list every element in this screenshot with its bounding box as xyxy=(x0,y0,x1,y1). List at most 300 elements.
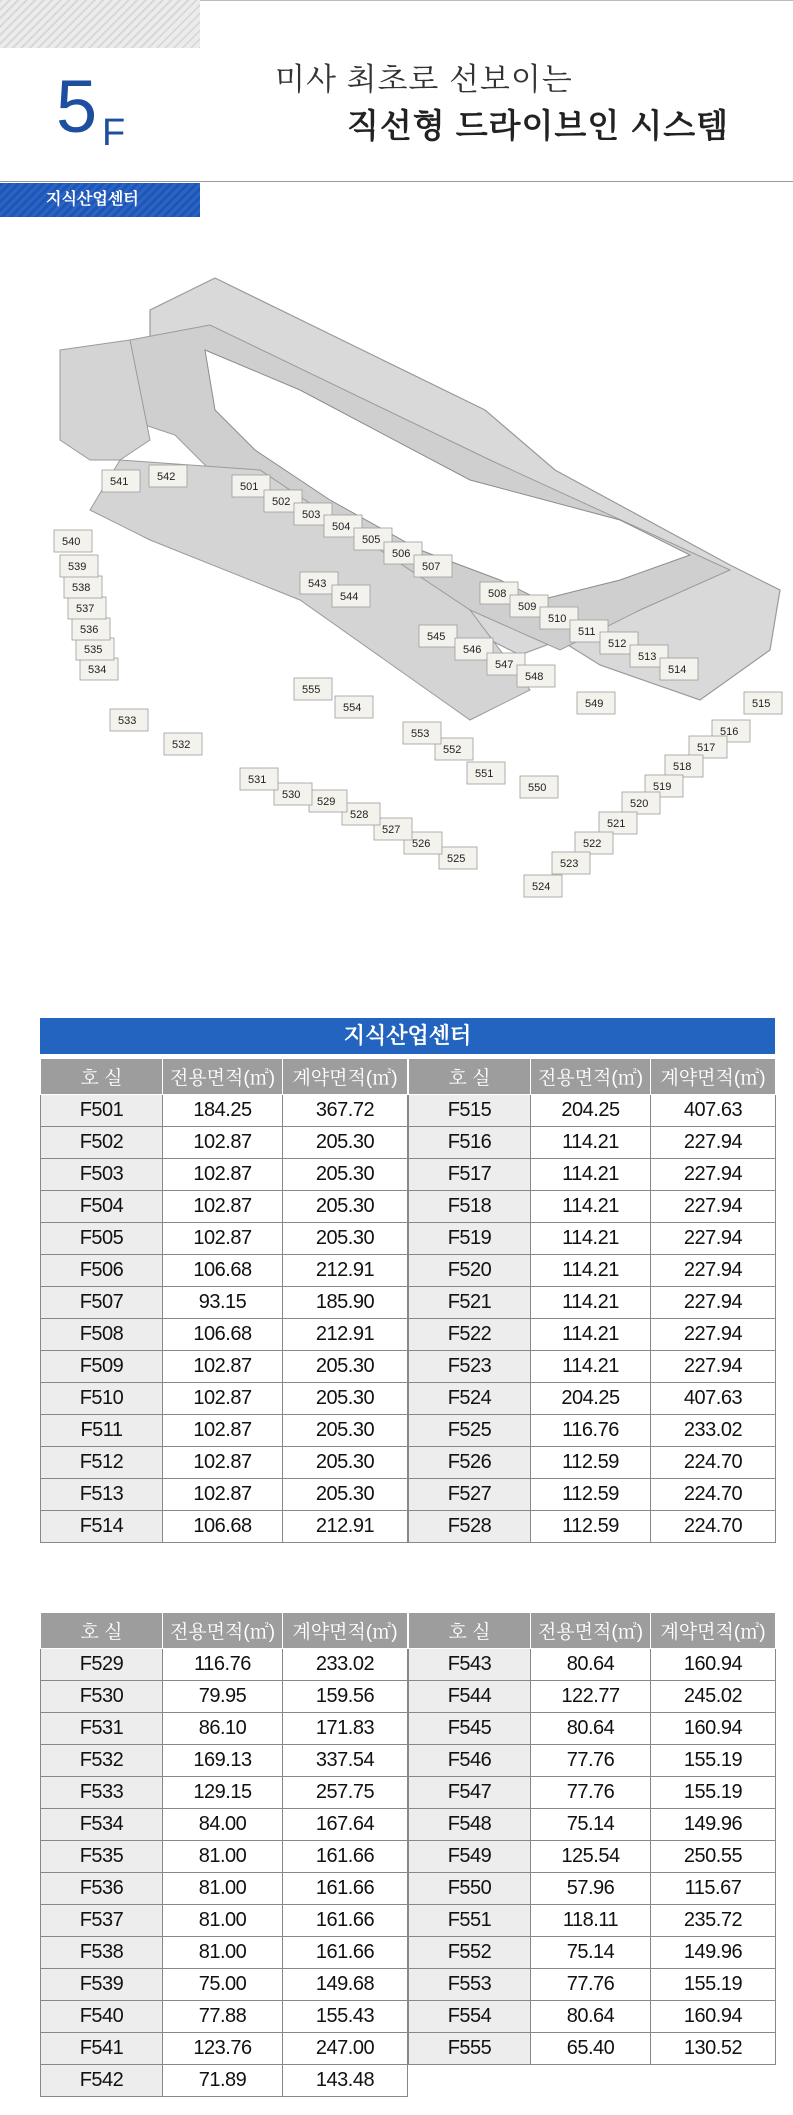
contract-area-cell: 212.91 xyxy=(283,1511,408,1543)
room-label: 515 xyxy=(752,698,771,710)
exclusive-area-cell: 114.21 xyxy=(531,1351,651,1383)
room-id-cell: F552 xyxy=(409,1937,531,1969)
table-row xyxy=(409,1255,776,1287)
exclusive-area-cell: 102.87 xyxy=(163,1223,283,1255)
room-label: 546 xyxy=(463,644,482,656)
exclusive-area-cell: 129.15 xyxy=(163,1777,283,1809)
headline-line2: 직선형 드라이브인 시스템 xyxy=(347,107,729,144)
col-header-room: 호 실 xyxy=(41,1613,163,1649)
room-label: 521 xyxy=(607,818,626,830)
table-row xyxy=(41,2001,408,2033)
room-label: 522 xyxy=(583,838,602,850)
exclusive-area-cell: 116.76 xyxy=(163,1649,283,1681)
contract-area-cell: 171.83 xyxy=(283,1713,408,1745)
room-id-cell: F527 xyxy=(409,1479,531,1511)
room-label: 503 xyxy=(302,509,321,521)
table-row xyxy=(409,1937,776,1969)
col-header-exclusive-area: 전용면적(㎡) xyxy=(163,1613,283,1649)
room-label: 514 xyxy=(668,664,687,676)
col-header-room: 호 실 xyxy=(41,1059,163,1095)
room-id-cell: F538 xyxy=(41,1937,163,1969)
table-row xyxy=(409,2001,776,2033)
room-id-cell: F521 xyxy=(409,1287,531,1319)
room-label: 553 xyxy=(411,728,430,740)
table-row xyxy=(41,1255,408,1287)
contract-area-cell: 205.30 xyxy=(283,1447,408,1479)
exclusive-area-cell: 81.00 xyxy=(163,1937,283,1969)
contract-area-cell: 155.19 xyxy=(651,1969,776,2001)
table-row xyxy=(409,1159,776,1191)
exclusive-area-cell: 102.87 xyxy=(163,1191,283,1223)
contract-area-cell: 233.02 xyxy=(651,1415,776,1447)
room-label: 536 xyxy=(80,624,99,636)
room-label: 538 xyxy=(72,582,91,594)
contract-area-cell: 115.67 xyxy=(651,1873,776,1905)
room-label: 540 xyxy=(62,536,81,548)
table-row xyxy=(409,1223,776,1255)
contract-area-cell: 227.94 xyxy=(651,1319,776,1351)
room-id-cell: F501 xyxy=(41,1095,163,1127)
exclusive-area-cell: 102.87 xyxy=(163,1415,283,1447)
room-label: 523 xyxy=(560,858,579,870)
room-label: 518 xyxy=(673,761,692,773)
exclusive-area-cell: 112.59 xyxy=(531,1447,651,1479)
room-label: 502 xyxy=(272,496,291,508)
table-row xyxy=(41,1223,408,1255)
table-row xyxy=(41,1447,408,1479)
table-row xyxy=(41,1937,408,1969)
exclusive-area-cell: 114.21 xyxy=(531,1127,651,1159)
room-label: 539 xyxy=(68,561,87,573)
table-row xyxy=(41,1745,408,1777)
table-row xyxy=(409,2033,776,2065)
contract-area-cell: 407.63 xyxy=(651,1383,776,1415)
contract-area-cell: 227.94 xyxy=(651,1159,776,1191)
room-id-cell: F551 xyxy=(409,1905,531,1937)
table-row xyxy=(41,1287,408,1319)
room-id-cell: F540 xyxy=(41,2001,163,2033)
contract-area-cell: 227.94 xyxy=(651,1127,776,1159)
room-id-cell: F514 xyxy=(41,1511,163,1543)
exclusive-area-cell: 80.64 xyxy=(531,2001,651,2033)
room-id-cell: F528 xyxy=(409,1511,531,1543)
room-id-cell: F523 xyxy=(409,1351,531,1383)
room-id-cell: F544 xyxy=(409,1681,531,1713)
contract-area-cell: 367.72 xyxy=(283,1095,408,1127)
table-row xyxy=(409,1511,776,1543)
table-row xyxy=(409,1777,776,1809)
contract-area-cell: 257.75 xyxy=(283,1777,408,1809)
exclusive-area-cell: 123.76 xyxy=(163,2033,283,2065)
table-row xyxy=(41,1905,408,1937)
table-row xyxy=(409,1873,776,1905)
exclusive-area-cell: 125.54 xyxy=(531,1841,651,1873)
exclusive-area-cell: 112.59 xyxy=(531,1479,651,1511)
room-label: 554 xyxy=(343,702,362,714)
room-id-cell: F511 xyxy=(41,1415,163,1447)
room-id-cell: F508 xyxy=(41,1319,163,1351)
room-id-cell: F530 xyxy=(41,1681,163,1713)
contract-area-cell: 155.43 xyxy=(283,2001,408,2033)
table-row xyxy=(409,1447,776,1479)
room-label: 542 xyxy=(157,471,176,483)
contract-area-cell: 212.91 xyxy=(283,1319,408,1351)
room-label: 520 xyxy=(630,798,649,810)
contract-area-cell: 130.52 xyxy=(651,2033,776,2065)
room-label: 504 xyxy=(332,521,351,533)
room-id-cell: F510 xyxy=(41,1383,163,1415)
room-id-cell: F553 xyxy=(409,1969,531,2001)
contract-area-cell: 224.70 xyxy=(651,1511,776,1543)
room-label: 534 xyxy=(88,664,107,676)
table-row xyxy=(41,1511,408,1543)
contract-area-cell: 149.96 xyxy=(651,1809,776,1841)
table-row xyxy=(409,1745,776,1777)
exclusive-area-cell: 102.87 xyxy=(163,1447,283,1479)
contract-area-cell: 167.64 xyxy=(283,1809,408,1841)
table-row xyxy=(41,1095,408,1127)
col-header-room: 호 실 xyxy=(409,1059,531,1095)
table-row xyxy=(409,1191,776,1223)
exclusive-area-cell: 81.00 xyxy=(163,1905,283,1937)
exclusive-area-cell: 106.68 xyxy=(163,1319,283,1351)
table-row xyxy=(409,1841,776,1873)
exclusive-area-cell: 77.76 xyxy=(531,1777,651,1809)
table-title: 지식산업센터 xyxy=(40,1018,775,1054)
headline-line1: 미사 최초로 선보이는 xyxy=(275,62,573,97)
room-id-cell: F516 xyxy=(409,1127,531,1159)
contract-area-cell: 185.90 xyxy=(283,1287,408,1319)
exclusive-area-cell: 184.25 xyxy=(163,1095,283,1127)
room-label: 533 xyxy=(118,715,137,727)
table-row xyxy=(409,1713,776,1745)
room-id-cell: F518 xyxy=(409,1191,531,1223)
room-label: 550 xyxy=(528,782,547,794)
exclusive-area-cell: 122.77 xyxy=(531,1681,651,1713)
room-id-cell: F539 xyxy=(41,1969,163,2001)
floor-number: 5 xyxy=(56,65,96,148)
exclusive-area-cell: 114.21 xyxy=(531,1287,651,1319)
empty-cell xyxy=(531,2065,651,2097)
col-header-exclusive-area: 전용면적(㎡) xyxy=(163,1059,283,1095)
table-row xyxy=(41,1873,408,1905)
exclusive-area-cell: 112.59 xyxy=(531,1511,651,1543)
area-table-1-left xyxy=(40,1058,408,1543)
room-id-cell: F513 xyxy=(41,1479,163,1511)
room-label: 516 xyxy=(720,726,739,738)
contract-area-cell: 155.19 xyxy=(651,1745,776,1777)
room-id-cell: F531 xyxy=(41,1713,163,1745)
table-row xyxy=(41,1415,408,1447)
area-table-1-right xyxy=(408,1058,776,1543)
contract-area-cell: 224.70 xyxy=(651,1447,776,1479)
room-label: 512 xyxy=(608,638,627,650)
room-label: 531 xyxy=(248,774,267,786)
exclusive-area-cell: 102.87 xyxy=(163,1127,283,1159)
exclusive-area-cell: 80.64 xyxy=(531,1649,651,1681)
room-id-cell: F520 xyxy=(409,1255,531,1287)
exclusive-area-cell: 114.21 xyxy=(531,1223,651,1255)
table-row xyxy=(41,1649,408,1681)
exclusive-area-cell: 84.00 xyxy=(163,1809,283,1841)
room-id-cell: F517 xyxy=(409,1159,531,1191)
table-row xyxy=(409,1649,776,1681)
room-label: 541 xyxy=(110,476,129,488)
room-label: 547 xyxy=(495,659,514,671)
exclusive-area-cell: 57.96 xyxy=(531,1873,651,1905)
table-row xyxy=(41,1383,408,1415)
room-id-cell: F529 xyxy=(41,1649,163,1681)
contract-area-cell: 227.94 xyxy=(651,1255,776,1287)
room-label: 513 xyxy=(638,651,657,663)
exclusive-area-cell: 114.21 xyxy=(531,1255,651,1287)
room-id-cell: F507 xyxy=(41,1287,163,1319)
room-label: 526 xyxy=(412,838,431,850)
room-id-cell: F535 xyxy=(41,1841,163,1873)
room-label: 501 xyxy=(240,481,259,493)
contract-area-cell: 245.02 xyxy=(651,1681,776,1713)
table-row xyxy=(41,1809,408,1841)
area-table-2-left xyxy=(40,1612,408,2097)
contract-area-cell: 233.02 xyxy=(283,1649,408,1681)
room-id-cell: F509 xyxy=(41,1351,163,1383)
room-label: 543 xyxy=(308,578,327,590)
room-id-cell: F525 xyxy=(409,1415,531,1447)
table-row xyxy=(409,1383,776,1415)
room-label: 555 xyxy=(302,684,321,696)
room-label: 544 xyxy=(340,591,359,603)
contract-area-cell: 160.94 xyxy=(651,2001,776,2033)
contract-area-cell: 235.72 xyxy=(651,1905,776,1937)
table-row xyxy=(41,1159,408,1191)
table-row xyxy=(409,1095,776,1127)
exclusive-area-cell: 80.64 xyxy=(531,1713,651,1745)
exclusive-area-cell: 77.76 xyxy=(531,1969,651,2001)
table-row xyxy=(409,2065,776,2097)
contract-area-cell: 143.48 xyxy=(283,2065,408,2097)
room-id-cell: F536 xyxy=(41,1873,163,1905)
room-id-cell: F504 xyxy=(41,1191,163,1223)
contract-area-cell: 205.30 xyxy=(283,1383,408,1415)
contract-area-cell: 205.30 xyxy=(283,1159,408,1191)
contract-area-cell: 155.19 xyxy=(651,1777,776,1809)
empty-cell xyxy=(409,2065,531,2097)
contract-area-cell: 205.30 xyxy=(283,1127,408,1159)
room-label: 535 xyxy=(84,644,103,656)
room-id-cell: F548 xyxy=(409,1809,531,1841)
exclusive-area-cell: 77.76 xyxy=(531,1745,651,1777)
contract-area-cell: 205.30 xyxy=(283,1479,408,1511)
floor-plan-drawing xyxy=(0,270,793,940)
room-label: 519 xyxy=(653,781,672,793)
exclusive-area-cell: 86.10 xyxy=(163,1713,283,1745)
table-row xyxy=(41,1969,408,2001)
room-id-cell: F502 xyxy=(41,1127,163,1159)
room-id-cell: F545 xyxy=(409,1713,531,1745)
room-label: 525 xyxy=(447,853,466,865)
room-id-cell: F503 xyxy=(41,1159,163,1191)
contract-area-cell: 407.63 xyxy=(651,1095,776,1127)
table-row xyxy=(41,1777,408,1809)
exclusive-area-cell: 65.40 xyxy=(531,2033,651,2065)
room-id-cell: F549 xyxy=(409,1841,531,1873)
room-id-cell: F524 xyxy=(409,1383,531,1415)
empty-cell xyxy=(651,2065,776,2097)
exclusive-area-cell: 114.21 xyxy=(531,1319,651,1351)
header-divider xyxy=(0,181,793,182)
contract-area-cell: 227.94 xyxy=(651,1351,776,1383)
contract-area-cell: 227.94 xyxy=(651,1223,776,1255)
room-id-cell: F550 xyxy=(409,1873,531,1905)
table-row xyxy=(41,1127,408,1159)
table-row xyxy=(41,1351,408,1383)
table-row xyxy=(41,2065,408,2097)
exclusive-area-cell: 204.25 xyxy=(531,1383,651,1415)
contract-area-cell: 224.70 xyxy=(651,1479,776,1511)
contract-area-cell: 160.94 xyxy=(651,1649,776,1681)
room-label: 507 xyxy=(422,561,441,573)
room-label: 532 xyxy=(172,739,191,751)
exclusive-area-cell: 93.15 xyxy=(163,1287,283,1319)
room-label: 537 xyxy=(76,603,95,615)
table-row xyxy=(409,1681,776,1713)
section-tag: 지식산업센터 xyxy=(0,183,200,217)
contract-area-cell: 149.96 xyxy=(651,1937,776,1969)
contract-area-cell: 205.30 xyxy=(283,1191,408,1223)
exclusive-area-cell: 169.13 xyxy=(163,1745,283,1777)
col-header-exclusive-area: 전용면적(㎡) xyxy=(531,1059,651,1095)
exclusive-area-cell: 106.68 xyxy=(163,1511,283,1543)
exclusive-area-cell: 116.76 xyxy=(531,1415,651,1447)
room-label: 548 xyxy=(525,671,544,683)
room-label: 549 xyxy=(585,698,604,710)
contract-area-cell: 160.94 xyxy=(651,1713,776,1745)
table-row xyxy=(41,2033,408,2065)
room-label: 508 xyxy=(488,588,507,600)
contract-area-cell: 205.30 xyxy=(283,1351,408,1383)
exclusive-area-cell: 75.00 xyxy=(163,1969,283,2001)
exclusive-area-cell: 204.25 xyxy=(531,1095,651,1127)
room-id-cell: F537 xyxy=(41,1905,163,1937)
exclusive-area-cell: 102.87 xyxy=(163,1159,283,1191)
contract-area-cell: 205.30 xyxy=(283,1415,408,1447)
table-row xyxy=(409,1905,776,1937)
exclusive-area-cell: 102.87 xyxy=(163,1351,283,1383)
room-id-cell: F526 xyxy=(409,1447,531,1479)
table-row xyxy=(409,1479,776,1511)
contract-area-cell: 247.00 xyxy=(283,2033,408,2065)
col-header-exclusive-area: 전용면적(㎡) xyxy=(531,1613,651,1649)
exclusive-area-cell: 81.00 xyxy=(163,1873,283,1905)
contract-area-cell: 161.66 xyxy=(283,1873,408,1905)
table-row xyxy=(41,1681,408,1713)
table-row xyxy=(409,1319,776,1351)
room-id-cell: F533 xyxy=(41,1777,163,1809)
contract-area-cell: 161.66 xyxy=(283,1905,408,1937)
room-label: 517 xyxy=(697,742,716,754)
room-id-cell: F522 xyxy=(409,1319,531,1351)
header-hatch-decoration xyxy=(0,0,200,48)
table-row xyxy=(409,1809,776,1841)
col-header-contract-area: 계약면적(㎡) xyxy=(651,1613,776,1649)
room-id-cell: F541 xyxy=(41,2033,163,2065)
exclusive-area-cell: 102.87 xyxy=(163,1479,283,1511)
exclusive-area-cell: 77.88 xyxy=(163,2001,283,2033)
contract-area-cell: 149.68 xyxy=(283,1969,408,2001)
room-id-cell: F506 xyxy=(41,1255,163,1287)
contract-area-cell: 159.56 xyxy=(283,1681,408,1713)
room-id-cell: F542 xyxy=(41,2065,163,2097)
room-label: 529 xyxy=(317,796,336,808)
room-label: 530 xyxy=(282,789,301,801)
col-header-contract-area: 계약면적(㎡) xyxy=(283,1059,408,1095)
room-id-cell: F555 xyxy=(409,2033,531,2065)
room-id-cell: F534 xyxy=(41,1809,163,1841)
floor-suffix: F xyxy=(102,112,126,154)
room-id-cell: F505 xyxy=(41,1223,163,1255)
col-header-contract-area: 계약면적(㎡) xyxy=(283,1613,408,1649)
room-label: 505 xyxy=(362,534,381,546)
room-id-cell: F512 xyxy=(41,1447,163,1479)
table-row xyxy=(409,1415,776,1447)
col-header-room: 호 실 xyxy=(409,1613,531,1649)
room-id-cell: F515 xyxy=(409,1095,531,1127)
contract-area-cell: 227.94 xyxy=(651,1287,776,1319)
room-label: 506 xyxy=(392,548,411,560)
contract-area-cell: 212.91 xyxy=(283,1255,408,1287)
table-row xyxy=(409,1351,776,1383)
room-label: 528 xyxy=(350,809,369,821)
exclusive-area-cell: 102.87 xyxy=(163,1383,283,1415)
table-row xyxy=(41,1841,408,1873)
col-header-contract-area: 계약면적(㎡) xyxy=(651,1059,776,1095)
room-label: 545 xyxy=(427,631,446,643)
room-id-cell: F547 xyxy=(409,1777,531,1809)
exclusive-area-cell: 114.21 xyxy=(531,1159,651,1191)
room-label: 551 xyxy=(475,768,494,780)
room-id-cell: F546 xyxy=(409,1745,531,1777)
table-row xyxy=(41,1319,408,1351)
room-label: 510 xyxy=(548,613,567,625)
room-id-cell: F554 xyxy=(409,2001,531,2033)
room-id-cell: F543 xyxy=(409,1649,531,1681)
contract-area-cell: 337.54 xyxy=(283,1745,408,1777)
room-label: 511 xyxy=(578,626,596,638)
room-id-cell: F532 xyxy=(41,1745,163,1777)
contract-area-cell: 250.55 xyxy=(651,1841,776,1873)
exclusive-area-cell: 81.00 xyxy=(163,1841,283,1873)
area-table-2-right xyxy=(408,1612,776,2096)
room-label: 552 xyxy=(443,744,462,756)
table-row xyxy=(409,1287,776,1319)
exclusive-area-cell: 118.11 xyxy=(531,1905,651,1937)
contract-area-cell: 227.94 xyxy=(651,1191,776,1223)
table-row xyxy=(41,1479,408,1511)
room-label: 527 xyxy=(382,824,401,836)
exclusive-area-cell: 75.14 xyxy=(531,1809,651,1841)
contract-area-cell: 205.30 xyxy=(283,1223,408,1255)
room-label: 509 xyxy=(518,601,537,613)
exclusive-area-cell: 79.95 xyxy=(163,1681,283,1713)
exclusive-area-cell: 114.21 xyxy=(531,1191,651,1223)
table-row xyxy=(41,1713,408,1745)
room-id-cell: F519 xyxy=(409,1223,531,1255)
exclusive-area-cell: 106.68 xyxy=(163,1255,283,1287)
contract-area-cell: 161.66 xyxy=(283,1937,408,1969)
exclusive-area-cell: 75.14 xyxy=(531,1937,651,1969)
table-row xyxy=(41,1191,408,1223)
contract-area-cell: 161.66 xyxy=(283,1841,408,1873)
